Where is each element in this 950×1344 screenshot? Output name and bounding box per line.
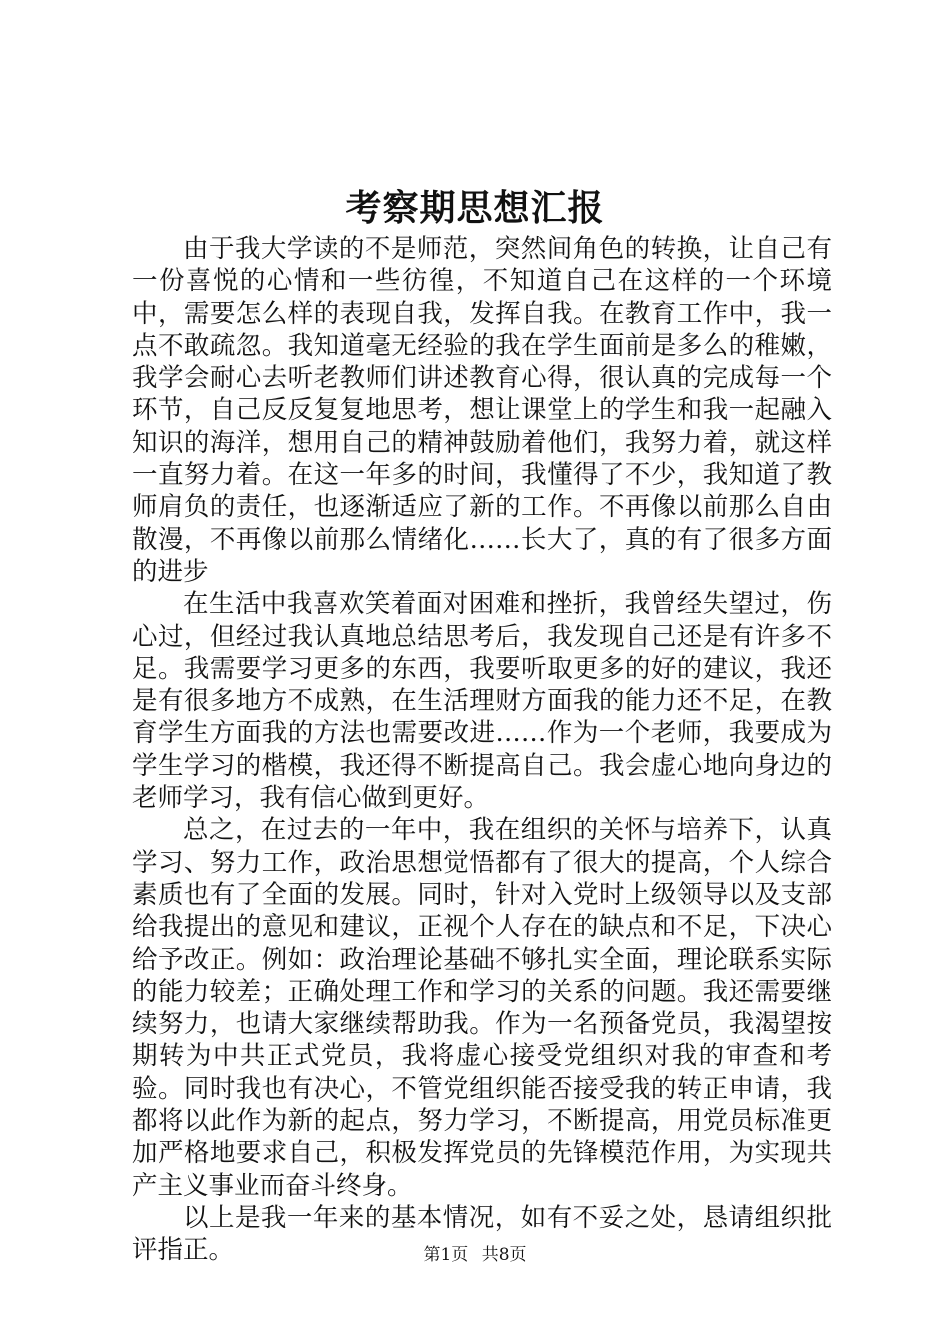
document-title: 考察期思想汇报	[345, 187, 605, 229]
paragraph: 总之，在过去的一年中，我在组织的关怀与培养下，认真学习、努力工作，政治思想觉悟都有了很大的提高，个人综合素质也有了全面的发展。同时，针对入党时上级领导以及支部给我提出的意见和建议，正视个人存在的缺点和不足，下决心给予改正。例如：政治理论基础不够扎实全面，理论联系实际的能力较差；正确处理工作和学习的关系的问题。我还需要继续努力，也请大家继续帮助我。作为一名预备党员，我渴望按期转为中共正式党员，我将虚心接受党组织对我的审查和考验。同时我也有决心，不管党组织能否接受我的转正申请，我都将以此作为新的起点，努力学习，不断提高，用党员标准更加严格地要求自己，积极发挥党员的先锋模范作用，为实现共产主义事业而奋斗终身。	[132, 815, 832, 1201]
page-footer	[0, 1243, 950, 1267]
paragraph: 由于我大学读的不是师范，突然间角色的转换，让自己有一份喜悦的心情和一些彷徨，不知道自己在这样的一个环境中，需要怎么样的表现自我，发挥自我。在教育工作中，我一点不敢疏忽。我知道毫无经验的我在学生面前是多么的稚嫩，我学会耐心去听老教师们讲述教育心得，很认真的完成每一个环节，自己反反复复地思考，想让课堂上的学生和我一起融入知识的海洋，想用自己的精神鼓励着他们，我努力着，就这样一直努力着。在这一年多的时间，我懂得了不少，我知道了教师肩负的责任，也逐渐适应了新的工作。不再像以前那么自由散漫，不再像以前那么情绪化……长大了，真的有了很多方面的进步	[132, 234, 832, 587]
page-total: 共8页	[481, 1245, 527, 1265]
page-number: 第1页	[423, 1245, 469, 1265]
paragraph: 以上是我一年来的基本情况，如有不妥之处，恳请组织批评指正。	[132, 1202, 832, 1266]
document-body	[132, 233, 832, 1267]
paragraph: 在生活中我喜欢笑着面对困难和挫折，我曾经失望过，伤心过，但经过我认真地总结思考后，我发现自己还是有许多不足。我需要学习更多的东西，我要听取更多的好的建议，我还是有很多地方不成熟，在生活理财方面我的能力还不足，在教育学生方面我的方法也需要改进……作为一个老师，我要成为学生学习的楷模，我还得不断提高自己。我会虚心地向身边的老师学习，我有信心做到更好。	[132, 589, 832, 814]
